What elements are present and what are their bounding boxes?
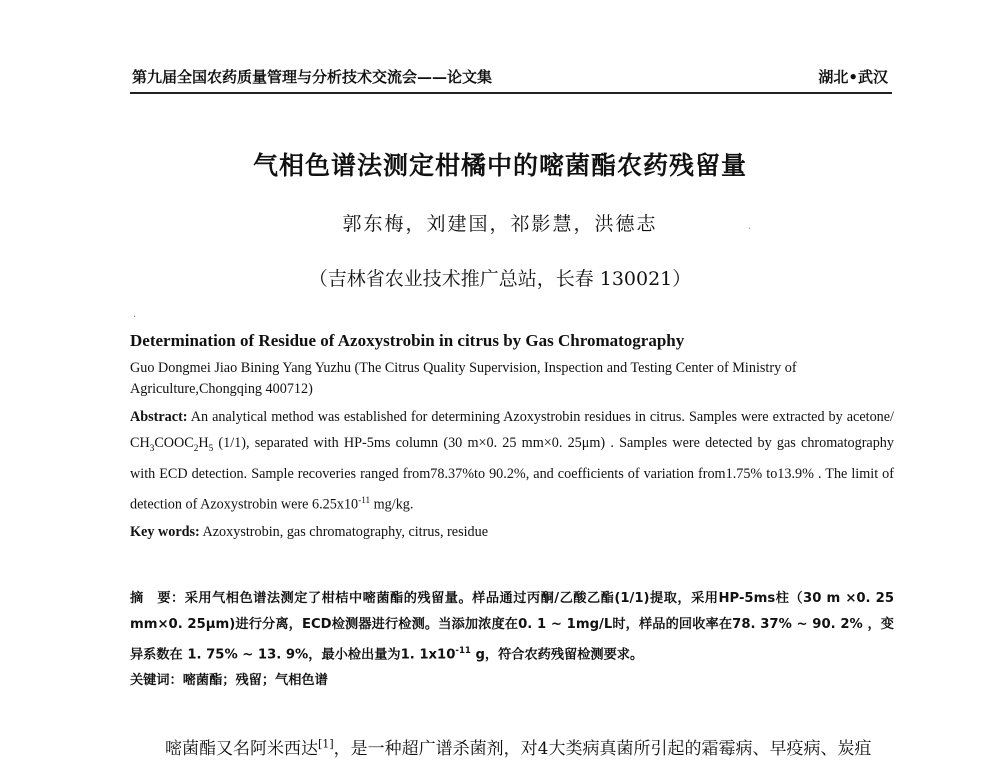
abstract-text: mg/kg. [370,496,414,513]
speck: · [748,224,752,235]
keywords-label: Key words: [130,523,200,540]
running-header [130,64,892,94]
cn-keywords-label: 关键词： [130,673,183,689]
abstract-text: (1/1), separated with HP-5ms column (30 m×0. 25 mm×0. 25μm) . Samples were detected by gas chromatography with ECD detection. Sample recoveries ranged from78.37%to 90.2%, and coefficients of variation from1.75% to13.9% . The limit of detection of Azoxystrobin were 6.25x10 [130,435,894,513]
subscript: 3 [149,442,155,453]
abstract-text: H [198,435,209,451]
superscript: -11 [358,494,371,505]
cn-abstract-text: g，符合农药残留检测要求。 [470,647,644,663]
cn-abstract-text: 采用气相色谱法测定了柑桔中嘧菌酯的残留量。样品通过丙酮/乙酸乙酯(1/1)提取，采用HP-5ms柱（30 m ×0. 25 mm×0. 25μm)进行分离，ECD检测器进行检测。当添加浓度在0. 1 ~ 1mg/L时，样品的回收率在78. 37% ~ 90. 2% ，变异系数在 1. 75% ~ 13. 9%，最小检出量为1. 1x10 [130,591,895,663]
header-conference-title: 第九届全国农药质量管理与分析技术交流会——论文集 [132,68,493,86]
body-text: ，是一种超广谱杀菌剂，对4大类病真菌所引起的霜霉病、早疫病、炭疽 [333,739,872,759]
paper-title: 气相色谱法测定柑橘中的嘧菌酯农药残留量 [252,151,747,180]
english-keywords [130,522,894,543]
english-title: Determination of Residue of Azoxystrobin in citrus by Gas Chromatography [130,331,685,350]
speck: · [133,312,137,323]
keywords-text: Azoxystrobin, gas chromatography, citrus, residue [199,523,489,540]
superscript: -11 [455,646,471,656]
citation-ref: [1] [318,737,334,751]
cn-keywords-text: 嘧菌酯；残留；气相色谱 [182,673,328,689]
english-abstract [130,404,894,518]
body-paragraph [165,734,900,759]
paper-authors: 郭东梅，刘建国，祁影慧，洪德志 [342,213,658,235]
chinese-abstract-block [130,586,894,694]
abstract-text: COOC [154,435,194,451]
subscript: 5 [208,442,214,453]
english-abstract-block [130,328,894,543]
body-text: 嘧菌酯又名阿米西达 [165,739,318,759]
abstract-label: Abstract: [130,409,188,425]
header-location: 湖北•武汉 [818,68,888,86]
cn-abstract-label: 摘 要： [130,591,185,606]
abstract-text: An analytical method was established for determining Azoxystrobin residues in citrus. Samples were extracted by acetone/ CH [130,409,894,451]
chinese-keywords [130,668,894,694]
chinese-abstract [130,586,894,668]
paper-affiliation: （吉林省农业技术推广总站，长春 130021） [308,268,692,290]
subscript: 2 [193,442,199,453]
english-authors: Guo Dongmei Jiao Bining Yang Yuzhu (The Citrus Quality Supervision, Inspection and Testing Center of Ministry of Agriculture,Chongqing 400712) [130,360,797,397]
